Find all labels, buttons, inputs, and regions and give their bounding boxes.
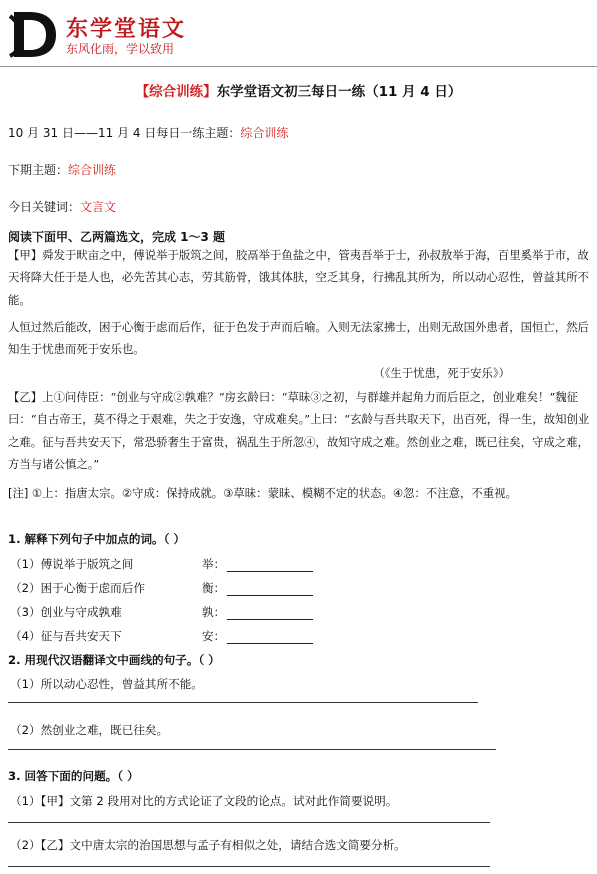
- title-bracket-open: 【: [135, 84, 150, 100]
- next-theme-line: [8, 161, 116, 178]
- passage-notes: [注] ①上：指唐太宗。②守成：保持成就。③草昧：蒙昧、模糊不定的状态。④忽：不注意，不重视。: [8, 486, 517, 500]
- q1-item-2-text: （2）困于心衡于虑而后作: [10, 581, 145, 595]
- reading-instruction: 阅读下面甲、乙两篇选文，完成 1～3 题: [8, 230, 226, 244]
- q1-item-4-answer: [202, 628, 313, 644]
- page-title: [0, 80, 597, 100]
- q1-item-3-answer: [202, 604, 313, 620]
- theme-value: 综合训练: [240, 126, 289, 140]
- q1-item-3-blank[interactable]: [227, 607, 313, 620]
- q1-item-2-answer: [202, 580, 313, 596]
- title-text: 东学堂语文初三每日一练（11 月 4 日）: [216, 84, 462, 100]
- q1-item-1-text: （1）傅说举于版筑之间: [10, 557, 134, 571]
- q2-item-2-text: （2）然创业之难，既已往矣。: [10, 723, 169, 737]
- q1-item-4-blank[interactable]: [227, 631, 313, 644]
- q1-item-4-text: （4）征与吾共安天下: [10, 629, 122, 643]
- question-3-title: 3. 回答下面的问题。（ ）: [8, 769, 139, 783]
- question-1-title: 1. 解释下列句子中加点的词。（ ）: [8, 532, 186, 546]
- q1-item-2-word: 衡：: [202, 581, 226, 595]
- theme-line: [8, 124, 288, 141]
- q2-item-1-text: （1）所以动心忍性，曾益其所不能。: [10, 677, 203, 691]
- q1-item-1-answer: [202, 556, 313, 572]
- keyword-value: 文言文: [80, 200, 117, 214]
- next-theme-value: 综合训练: [68, 163, 117, 177]
- passage-yi-paragraph: 【乙】上①问侍臣：“创业与守成②孰难？”房玄龄曰：“草昧③之初，与群雄并起角力而后臣之，创业难矣！”魏征曰：“自古帝王，莫不得之于艰难，失之于安逸，守成难矣。”上曰：“玄龄与吾共取天下，出百死，得一生，故知创业之难。征与吾共安天下，常恐骄奢生于富贵，祸乱生于所忽④，故知守成之难。然创业之难，既已往矣，守成之难，方当与诸公慎之。”: [8, 390, 590, 472]
- passage-jia-source: （《生于忧患，死于安乐》）: [373, 366, 510, 380]
- keyword-line: [8, 198, 116, 215]
- question-2-title: 2. 用现代汉语翻译文中画线的句子。（ ）: [8, 653, 220, 667]
- q3-item-2-answer-line[interactable]: [8, 866, 490, 867]
- q2-item-2-answer-line[interactable]: [8, 749, 496, 750]
- q2-item-1-answer-line[interactable]: [8, 702, 478, 703]
- q3-item-2-text: （2）【乙】文中唐太宗的治国思想与孟子有相似之处，请结合选文简要分析。: [10, 838, 406, 852]
- header: [0, 0, 597, 68]
- q3-item-1-text: （1）【甲】文第 2 段用对比的方式论证了文段的论点。试对此作简要说明。: [10, 794, 398, 808]
- title-tag: 综合训练: [149, 84, 204, 100]
- q1-item-1-word: 举：: [202, 557, 226, 571]
- q1-item-3-word: 孰：: [202, 605, 226, 619]
- q1-item-1-blank[interactable]: [227, 559, 313, 572]
- q1-item-3-text: （3）创业与守成孰难: [10, 605, 122, 619]
- title-bracket-close: 】: [203, 84, 217, 100]
- brand-name: 东学堂语文: [66, 17, 187, 42]
- passage-jia-paragraph-2: 人恒过然后能改，困于心衡于虑而后作，征于色发于声而后喻。入则无法家拂士，出则无敌国外患者，国恒亡，然后知生于忧患而死于安乐也。: [8, 320, 589, 357]
- brand-slogan: 东风化雨，学以致用: [66, 42, 175, 56]
- logo-icon: [8, 8, 60, 60]
- theme-label: 10 月 31 日——11 月 4 日每日一练主题：: [8, 126, 241, 140]
- q1-item-4-word: 安：: [202, 629, 226, 643]
- passage-jia-paragraph-1: 【甲】舜发于畎亩之中，傅说举于版筑之间，胶鬲举于鱼盐之中，管夷吾举于士，孙叔敖举于海，百里奚举于市，故天将降大任于是人也，必先苦其心志，劳其筋骨，饿其体肤，空乏其身，行拂乱其所为，所以动心忍性，曾益其所不能。: [8, 248, 589, 307]
- next-theme-label: 下期主题：: [8, 163, 69, 177]
- keyword-label: 今日关键词：: [8, 200, 81, 214]
- q1-item-2-blank[interactable]: [227, 583, 313, 596]
- header-divider: [0, 66, 597, 67]
- q3-item-1-answer-line[interactable]: [8, 822, 490, 823]
